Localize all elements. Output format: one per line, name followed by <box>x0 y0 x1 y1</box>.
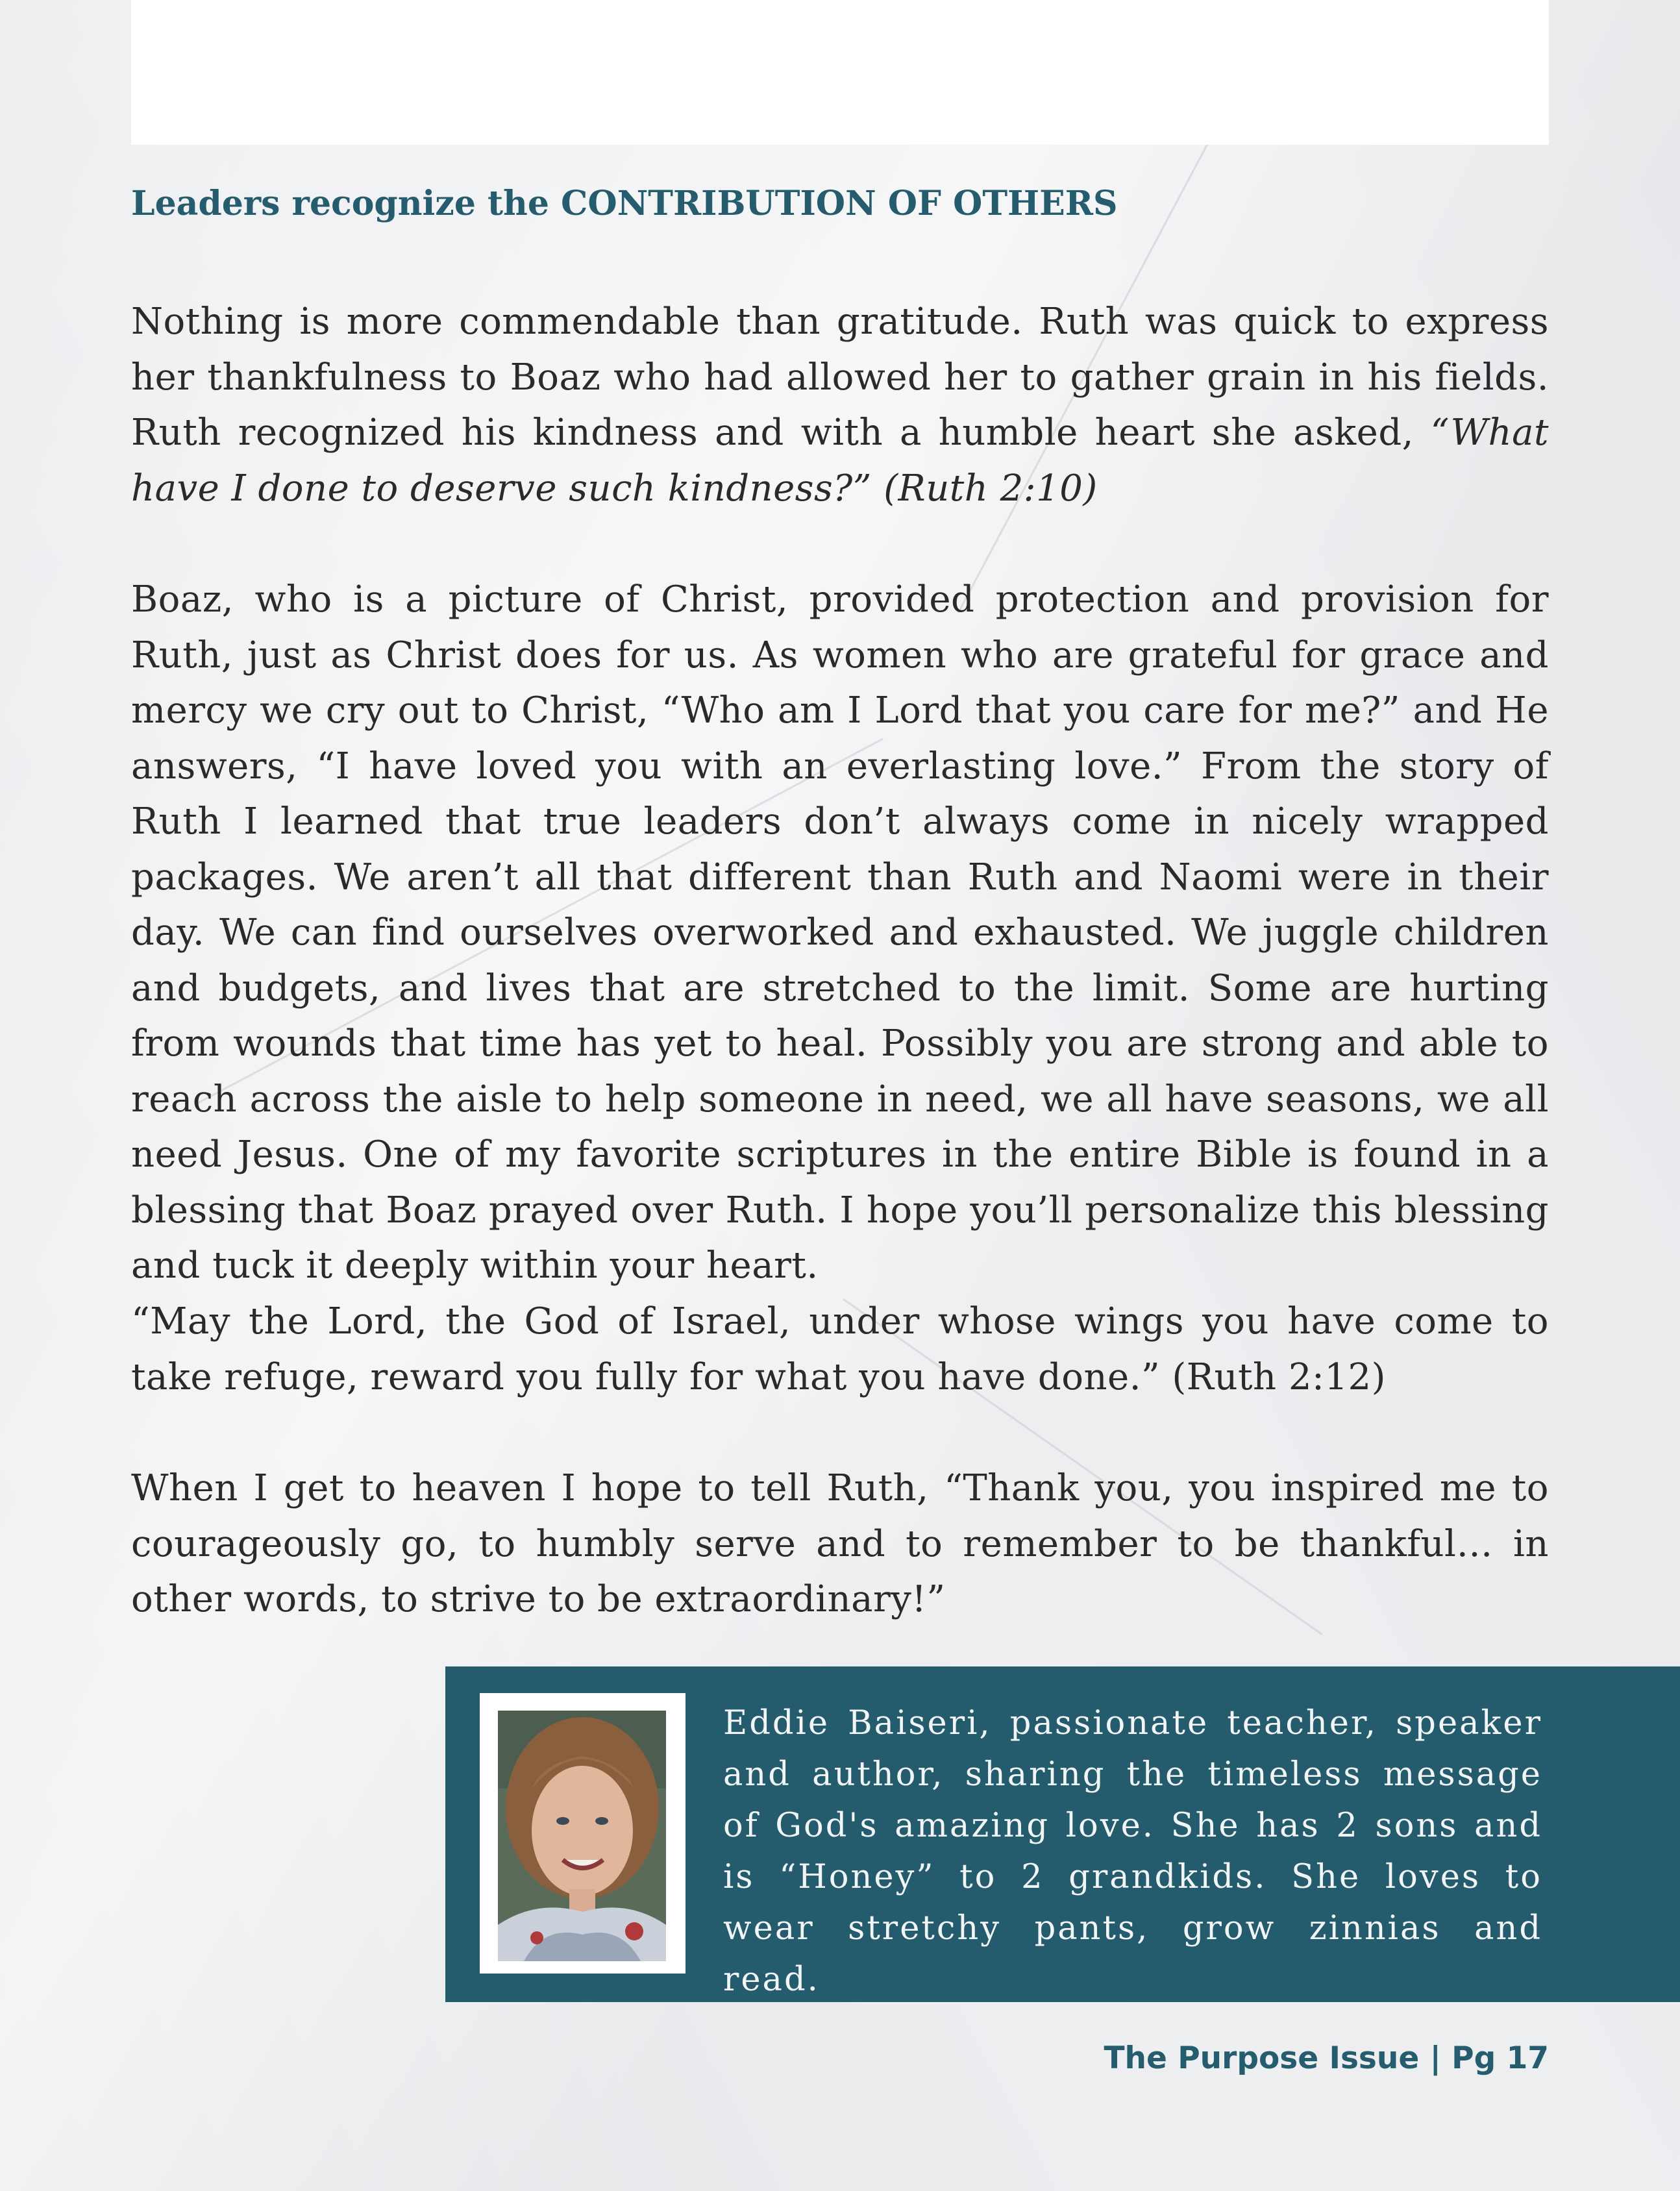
top-white-panel <box>131 0 1549 145</box>
portrait-svg <box>498 1711 666 1961</box>
author-bio-box <box>445 1666 1680 2002</box>
scripture-quote: “What have I done to deserve such kindness?” (Ruth 2:10) <box>131 412 1549 510</box>
author-photo-frame <box>480 1693 686 1974</box>
paragraph-closing: When I get to heaven I hope to tell Ruth, “Thank you, you inspired me to courageously go, to humbly serve and to remember to be thankful… in other words, to strive to be extraordinary!” <box>131 1467 1549 1620</box>
page-footer: The Purpose Issue | Pg 17 <box>1104 2040 1549 2076</box>
paragraph-text: Nothing is more commendable than gratitude. Ruth was quick to express her thankfulness to Boaz who had allowed her to gather grain in his fields. Ruth recognized his kindness and with a humble heart she asked, <box>131 301 1549 454</box>
paragraph-gratitude <box>131 294 1549 516</box>
paragraph-boaz: Boaz, who is a picture of Christ, provided protection and provision for Ruth, just as Christ does for us. As women who are grateful for grace and mercy we cry out to Christ, “Who am I Lord that you care for me?” and He answers, “I have loved you with an everlasting love.” From the story of Ruth I learned that true leaders don’t always come in nicely wrapped packages. We aren’t all that different than Ruth and Naomi were in their day. We can find ourselves overworked and exhausted. We juggle children and budgets, and lives that are stretched to the limit. Some are hurting from wounds that time has yet to heal. Possibly you are strong and able to reach across the aisle to help someone in need, we all have seasons, we all need Jesus. One of my favorite scriptures in the entire Bible is found in a blessing that Boaz prayed over Ruth. I hope you’ll personalize this blessing and tuck it deeply within your heart. <box>131 578 1549 1287</box>
author-portrait-icon <box>498 1711 666 1961</box>
section-heading: Leaders recognize the CONTRIBUTION OF OTHERS <box>131 184 1118 223</box>
author-bio-text: Eddie Baiseri, passionate teacher, speaker and author, sharing the timeless message of God's amazing love. She has 2 sons and is “Honey” to 2 grandkids. She loves to wear stretchy pants, grow zinnias and read. <box>723 1704 1542 1999</box>
paragraph-blessing: “May the Lord, the God of Israel, under whose wings you have come to take refuge, reward you fully for what you have done.” (Ruth 2:12) <box>131 1300 1549 1398</box>
